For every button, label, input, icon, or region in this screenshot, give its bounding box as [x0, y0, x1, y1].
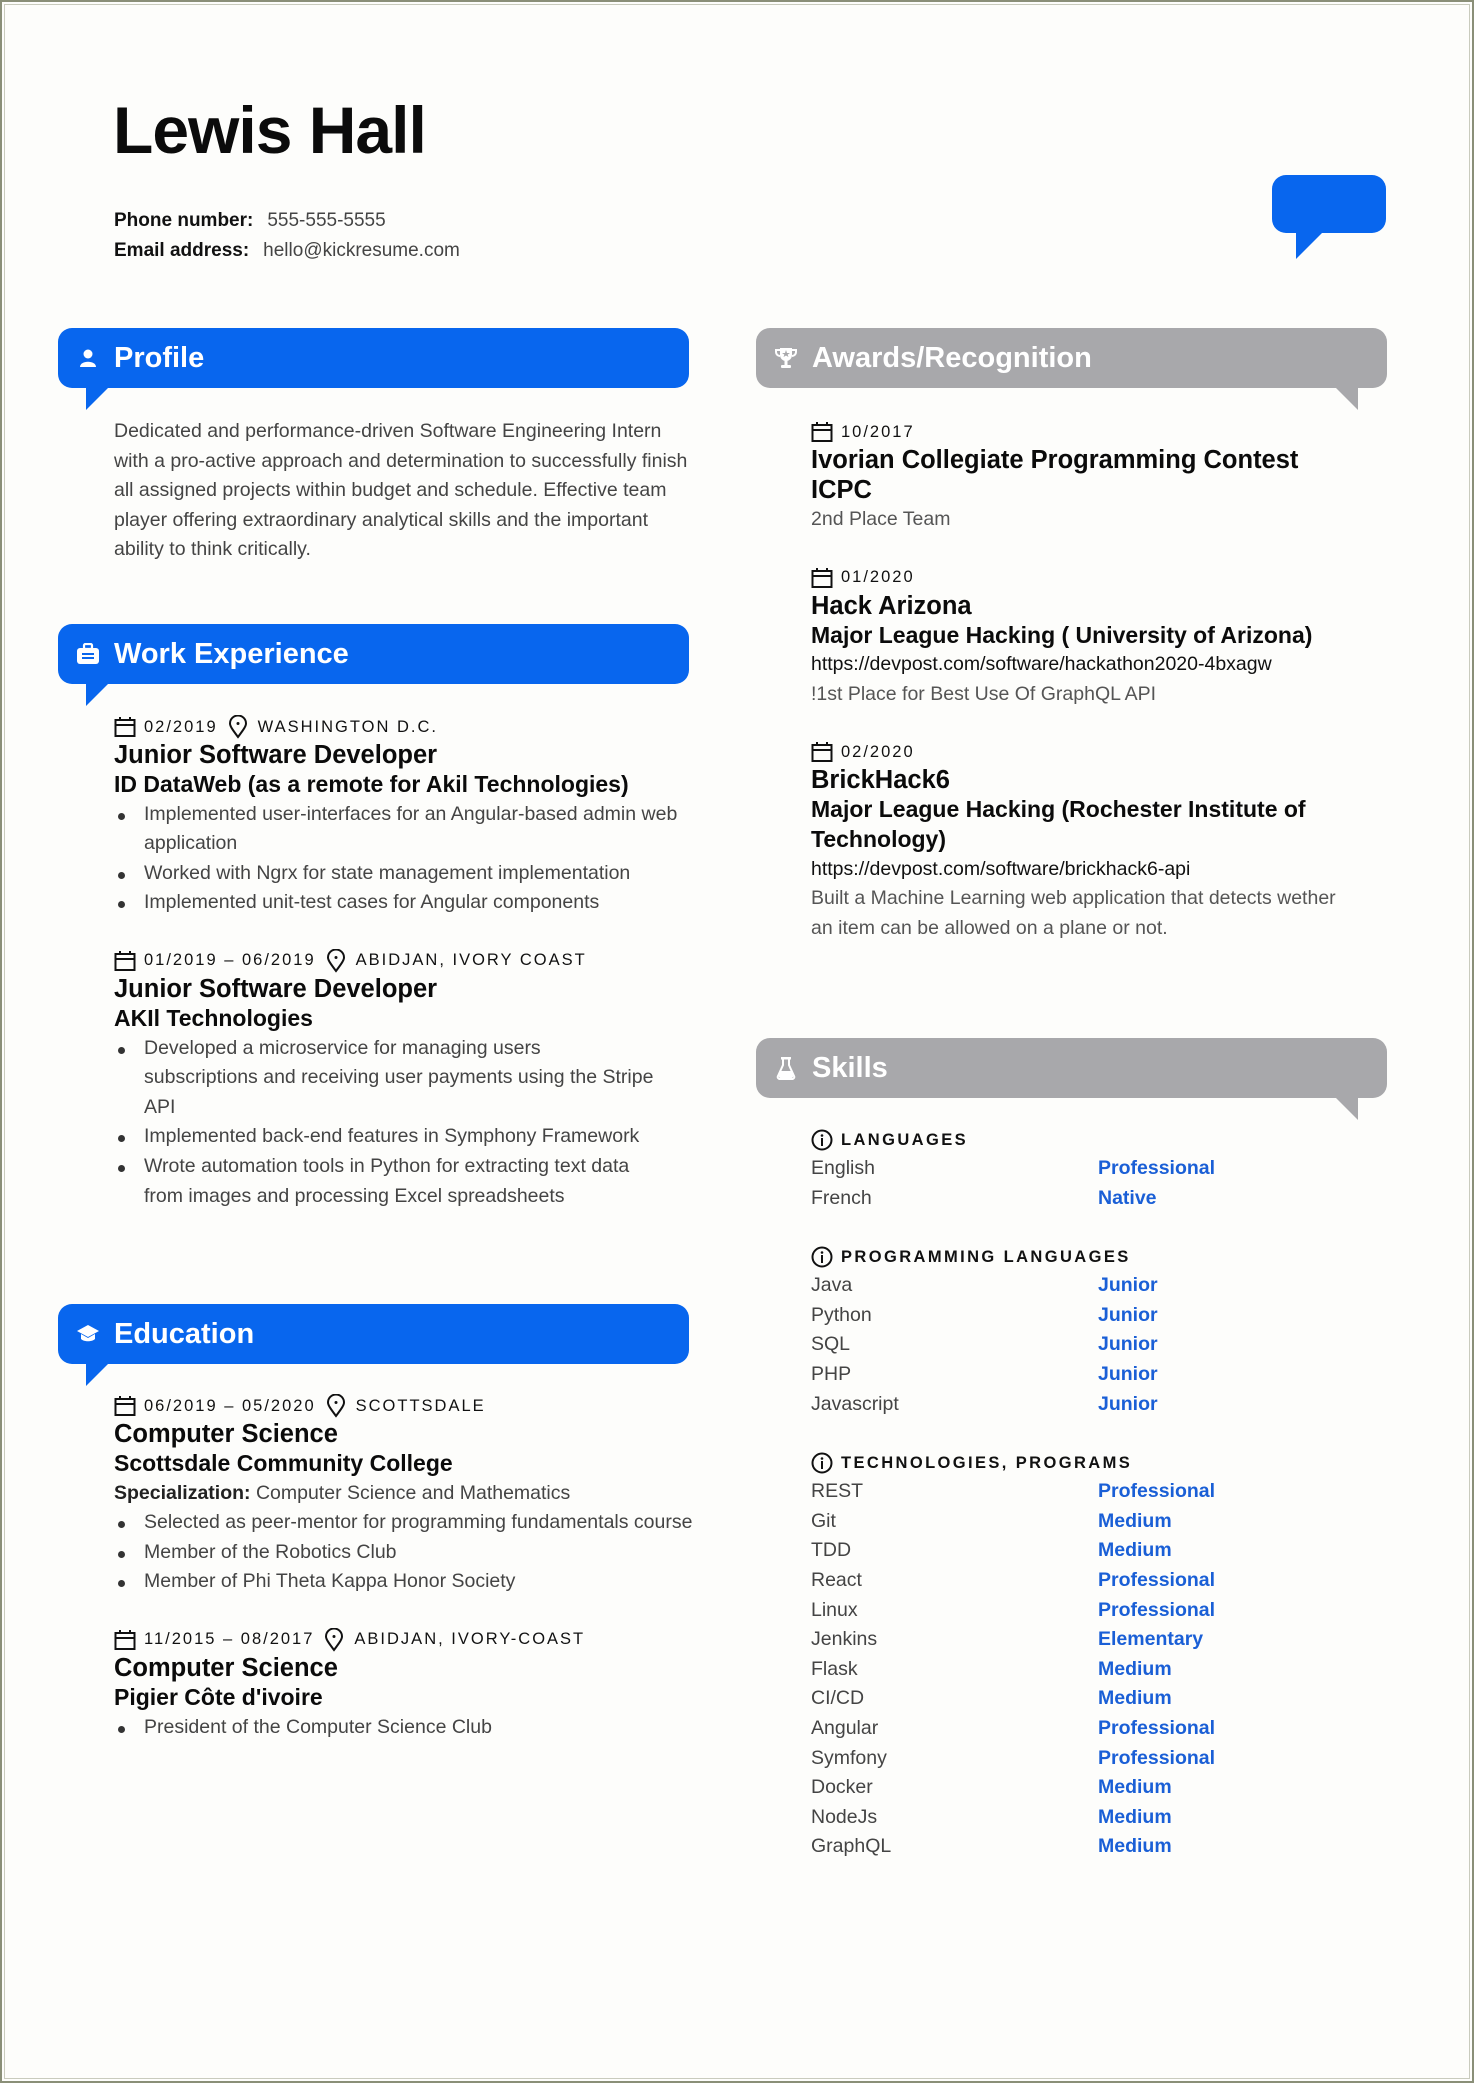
skill-row: [811, 1154, 1391, 1184]
info-icon: [811, 1128, 835, 1152]
location-pin-icon: [326, 1394, 350, 1418]
award-title: Ivorian Collegiate Programming Contest ICPC: [811, 446, 1299, 504]
bubble-tail: [86, 386, 110, 410]
calendar-icon: [114, 1628, 138, 1652]
section-title: Work Experience: [114, 637, 349, 670]
skill-row: [811, 1655, 1391, 1685]
company-name: ID DataWeb (as a remote for Akil Technologies): [114, 771, 629, 797]
skill-name: Jenkins: [811, 1628, 878, 1651]
skill-name: CI/CD: [811, 1687, 865, 1710]
skill-row: [811, 1625, 1391, 1655]
info-icon: [811, 1451, 835, 1475]
entry-date: 01/2019 – 06/2019: [144, 951, 316, 970]
bubble-tail: [1334, 1096, 1358, 1120]
contact-label: Phone number:: [114, 210, 254, 231]
bullet-item: Implemented user-interfaces for an Angular-based admin web application: [114, 800, 694, 859]
skill-level: Medium: [1098, 1539, 1172, 1562]
work-experience-list: [114, 714, 694, 1241]
skill-level: Medium: [1098, 1687, 1172, 1710]
skill-category-label: LANGUAGES: [841, 1130, 969, 1149]
profile-summary: Dedicated and performance-driven Software Engineering Intern with a pro-active approach and determination to successfully finish all assigned projects within budget and schedule. Effective team player offering extraordinary analytical skills and the important ability to think critically.: [114, 420, 688, 561]
flask-icon: [774, 1056, 798, 1080]
degree-title: Computer Science: [114, 1653, 338, 1682]
job-title: Junior Software Developer: [114, 741, 438, 769]
bullet-item: Developed a microservice for managing users subscriptions and receiving user payments using the Stripe API: [114, 1034, 654, 1123]
skill-level: Junior: [1098, 1362, 1158, 1385]
award-description: 2nd Place Team: [811, 508, 951, 530]
skill-level: Professional: [1098, 1157, 1216, 1179]
skill-level: Professional: [1098, 1568, 1216, 1591]
skill-name: Docker: [811, 1776, 873, 1799]
skill-row: [811, 1744, 1391, 1774]
skill-name: Linux: [811, 1598, 858, 1621]
award-link[interactable]: https://devpost.com/software/hackathon2020-4bxagw: [811, 653, 1272, 676]
skill-name: Angular: [811, 1716, 879, 1739]
skill-category: [811, 1449, 1391, 1477]
location-pin-icon: [324, 1628, 348, 1652]
award-description: Built a Machine Learning web application that detects wether an item can be allowed on a plane or not.: [811, 887, 1336, 939]
entry-location: ABIDJAN, IVORY-COAST: [354, 1630, 586, 1649]
job-bullets: [114, 1034, 654, 1212]
bullet-item: Member of the Robotics Club: [114, 1538, 694, 1568]
skill-group-programming-languages: [811, 1243, 1391, 1419]
profile-section: [114, 417, 694, 565]
entry-meta: [811, 739, 1391, 765]
user-icon: [76, 346, 100, 370]
bubble-tail: [86, 682, 110, 706]
skills-list: [811, 1126, 1391, 1892]
skill-category: [811, 1243, 1391, 1271]
skill-name: Symfony: [811, 1746, 887, 1769]
skill-name: Git: [811, 1509, 836, 1532]
entry-meta: [114, 1393, 694, 1419]
skill-level: Medium: [1098, 1776, 1172, 1799]
award-link[interactable]: https://devpost.com/software/brickhack6-api: [811, 857, 1191, 880]
award-title: BrickHack6: [811, 766, 950, 795]
work-entry: [114, 948, 694, 1211]
entry-location: ABIDJAN, IVORY COAST: [355, 951, 587, 970]
skill-name: Java: [811, 1274, 853, 1297]
section-header-work-experience: [58, 624, 689, 684]
school-name: Pigier Côte d'ivoire: [114, 1683, 323, 1710]
entry-date: 06/2019 – 05/2020: [144, 1396, 316, 1415]
skill-row: [811, 1330, 1391, 1360]
bullet-item: Member of Phi Theta Kappa Honor Society: [114, 1567, 694, 1597]
award-entry: [811, 739, 1391, 943]
company-name: AKIl Technologies: [114, 1004, 313, 1031]
entry-date: 02/2019: [144, 717, 218, 736]
skill-name: TDD: [811, 1539, 852, 1562]
section-header-profile: [58, 328, 689, 388]
entry-meta: [114, 1627, 694, 1653]
education-list: [114, 1393, 694, 1772]
skill-row: [811, 1773, 1391, 1803]
education-bullets: [114, 1508, 694, 1597]
skill-row: [811, 1477, 1391, 1507]
degree-title: Computer Science: [114, 1420, 338, 1448]
trophy-icon: [774, 346, 798, 370]
specialization-label: Specialization:: [114, 1481, 251, 1504]
specialization-value: Computer Science and Mathematics: [250, 1481, 571, 1504]
speech-bubble-icon: [1272, 175, 1386, 259]
section-title: Awards/Recognition: [812, 341, 1092, 374]
skill-row: [811, 1301, 1391, 1331]
skill-row: [811, 1536, 1391, 1566]
skill-level: Professional: [1098, 1598, 1216, 1621]
skill-category-label: PROGRAMMING LANGUAGES: [841, 1247, 1131, 1266]
skill-row: [811, 1390, 1391, 1420]
skill-group-languages: [811, 1126, 1391, 1213]
work-entry: [114, 714, 694, 918]
school-name: Scottsdale Community College: [114, 1450, 453, 1476]
skill-name: Flask: [811, 1657, 858, 1680]
skill-name: SQL: [811, 1333, 851, 1356]
graduation-cap-icon: [76, 1322, 100, 1346]
skill-level: Medium: [1098, 1509, 1172, 1532]
section-title: Profile: [114, 341, 205, 374]
contact-email: [114, 236, 460, 266]
bubble-tail: [1334, 386, 1358, 410]
skill-row: [811, 1832, 1391, 1862]
section-title: Education: [114, 1317, 255, 1350]
entry-date: 11/2015 – 08/2017: [144, 1630, 315, 1649]
phone-value: 555-555-5555: [267, 210, 386, 231]
entry-meta: [114, 714, 694, 740]
skill-level: Medium: [1098, 1835, 1172, 1858]
skill-level: Professional: [1098, 1480, 1216, 1503]
calendar-icon: [811, 420, 835, 444]
job-bullets: [114, 800, 694, 918]
award-title: Hack Arizona: [811, 591, 972, 620]
entry-date: 01/2020: [841, 568, 915, 587]
skill-row: [811, 1803, 1391, 1833]
contact-info: [114, 206, 460, 266]
skill-level: Junior: [1098, 1392, 1158, 1415]
bullet-item: Implemented back-end features in Symphony Framework: [114, 1122, 654, 1152]
bubble-tail: [86, 1362, 110, 1386]
bullet-item: President of the Computer Science Club: [114, 1713, 694, 1743]
entry-meta: [811, 565, 1391, 591]
skill-name: REST: [811, 1480, 864, 1503]
education-bullets: [114, 1713, 694, 1743]
skill-name: Python: [811, 1303, 872, 1326]
education-entry: [114, 1627, 694, 1742]
skill-row: [811, 1507, 1391, 1537]
section-header-education: [58, 1304, 689, 1364]
skill-category: [811, 1126, 1391, 1154]
section-header-skills: [756, 1038, 1387, 1098]
entry-date: 10/2017: [841, 422, 915, 441]
skill-level: Professional: [1098, 1746, 1216, 1769]
location-pin-icon: [228, 715, 252, 739]
skill-name: French: [811, 1186, 872, 1209]
entry-meta: [811, 419, 1391, 445]
skill-row: [811, 1184, 1391, 1214]
section-title: Skills: [812, 1051, 888, 1084]
location-pin-icon: [326, 949, 350, 973]
calendar-icon: [114, 1394, 138, 1418]
calendar-icon: [811, 740, 835, 764]
job-title: Junior Software Developer: [114, 974, 438, 1003]
bullet-item: Implemented unit-test cases for Angular components: [114, 888, 694, 918]
skill-level: Junior: [1098, 1274, 1158, 1297]
contact-label: Email address:: [114, 240, 250, 261]
calendar-icon: [811, 566, 835, 590]
skill-category-label: TECHNOLOGIES, PROGRAMS: [841, 1453, 1133, 1472]
award-organizer: Major League Hacking ( University of Arizona): [811, 621, 1313, 648]
bullet-item: Wrote automation tools in Python for extracting text data from images and processing Excel spreadsheets: [114, 1152, 654, 1211]
skill-level: Elementary: [1098, 1628, 1204, 1651]
education-entry: [114, 1393, 694, 1597]
bullet-item: Selected as peer-mentor for programming fundamentals course: [114, 1508, 694, 1538]
award-organizer: Major League Hacking (Rochester Institute of Technology): [811, 796, 1306, 852]
skill-row: [811, 1714, 1391, 1744]
skill-level: Medium: [1098, 1657, 1172, 1680]
skill-level: Native: [1098, 1186, 1157, 1209]
entry-date: 02/2020: [841, 742, 915, 761]
contact-phone: [114, 206, 460, 236]
calendar-icon: [114, 949, 138, 973]
email-value: hello@kickresume.com: [263, 240, 460, 261]
specialization: [114, 1479, 694, 1509]
skill-row: [811, 1271, 1391, 1301]
skill-level: Professional: [1098, 1716, 1216, 1739]
skill-row: [811, 1566, 1391, 1596]
skill-level: Medium: [1098, 1805, 1172, 1828]
skill-row: [811, 1684, 1391, 1714]
skill-name: React: [811, 1568, 862, 1591]
entry-location: SCOTTSDALE: [355, 1396, 486, 1415]
award-entry: [811, 565, 1391, 710]
entry-meta: [114, 948, 694, 974]
info-icon: [811, 1245, 835, 1269]
skill-name: Javascript: [811, 1392, 899, 1415]
award-entry: [811, 419, 1391, 535]
skill-name: NodeJs: [811, 1805, 878, 1828]
skill-group-technologies: [811, 1449, 1391, 1862]
skill-name: PHP: [811, 1362, 852, 1385]
section-header-awards: [756, 328, 1387, 388]
skill-row: [811, 1596, 1391, 1626]
calendar-icon: [114, 715, 138, 739]
skill-level: Junior: [1098, 1333, 1158, 1356]
briefcase-icon: [76, 642, 100, 666]
award-description: !1st Place for Best Use Of GraphQL API: [811, 682, 1157, 705]
skill-name: English: [811, 1157, 875, 1179]
skill-level: Junior: [1098, 1303, 1158, 1326]
candidate-name: Lewis Hall: [113, 93, 426, 167]
skill-name: GraphQL: [811, 1835, 892, 1858]
bullet-item: Worked with Ngrx for state management implementation: [114, 859, 694, 889]
entry-location: WASHINGTON D.C.: [257, 717, 438, 736]
skill-row: [811, 1360, 1391, 1390]
awards-list: [811, 419, 1391, 973]
